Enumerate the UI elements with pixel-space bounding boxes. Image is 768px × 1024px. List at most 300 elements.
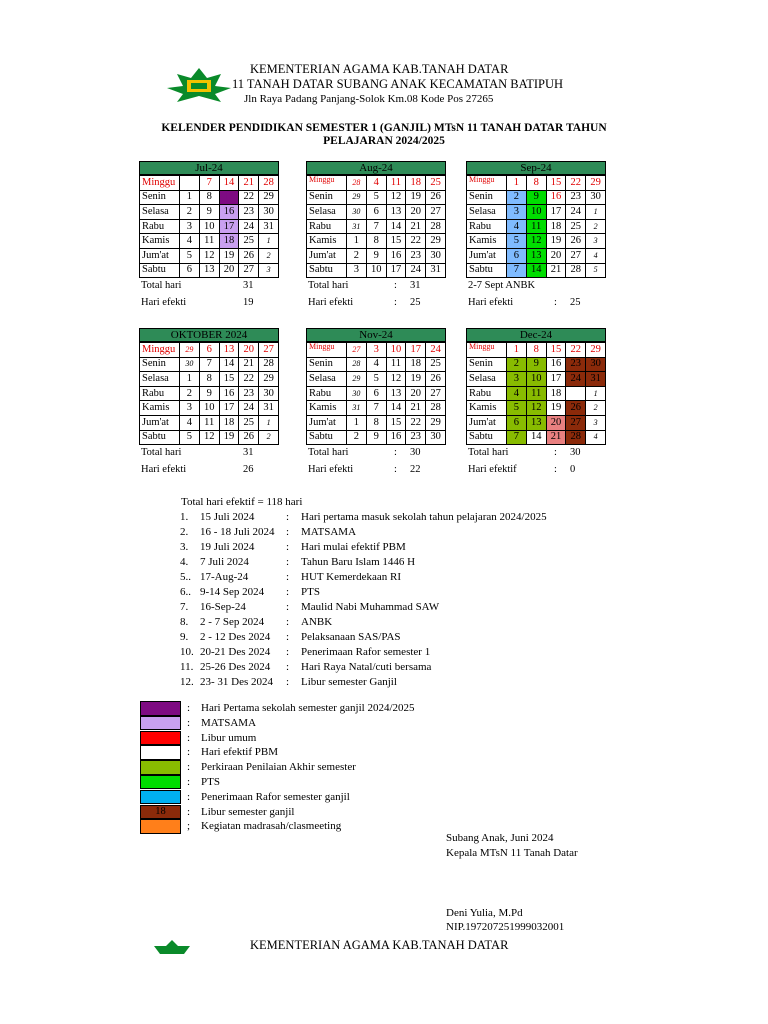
effective-days-value: 0 — [570, 464, 576, 476]
date-cell: 16 — [546, 190, 566, 205]
total-days-label: Total hari — [141, 280, 182, 292]
date-cell: 6 — [366, 205, 386, 220]
date-cell: 25 — [426, 176, 446, 191]
total-days-value: 30 — [570, 447, 581, 459]
date-cell: 26 — [426, 372, 446, 387]
event-date: 19 Juli 2024 — [200, 541, 255, 553]
legend-swatch — [140, 745, 181, 760]
week-row — [307, 248, 446, 263]
date-cell: 30 — [347, 386, 367, 401]
total-days-row — [139, 445, 279, 462]
legend-colon: ; — [187, 820, 191, 833]
month-header: Nov-24 — [306, 328, 446, 342]
date-cell: 17 — [546, 205, 566, 220]
week-row — [140, 219, 279, 234]
date-cell: 2 — [586, 219, 606, 234]
date-cell: 13 — [526, 415, 546, 430]
date-cell: 1 — [180, 372, 200, 387]
date-cell: 12 — [526, 401, 546, 416]
date-cell: 29 — [586, 343, 606, 358]
date-cell: 28 — [259, 176, 279, 191]
event-colon: : — [286, 541, 290, 553]
date-cell: 5 — [366, 190, 386, 205]
date-cell: 17 — [546, 372, 566, 387]
date-cell: 4 — [507, 219, 527, 234]
day-name-cell: Minggu — [467, 343, 507, 358]
date-cell: 28 — [347, 357, 367, 372]
date-cell: 17 — [386, 263, 406, 278]
legend-colon: : — [187, 702, 191, 714]
legend-swatch: 18 — [140, 805, 181, 820]
date-cell: 23 — [566, 357, 586, 372]
total-days-label: Total hari — [308, 447, 349, 459]
date-cell: 24 — [239, 219, 259, 234]
day-name-cell: Senin — [307, 357, 347, 372]
date-cell: 16 — [219, 386, 239, 401]
effective-days-row — [139, 462, 279, 479]
date-cell: 8 — [366, 415, 386, 430]
effective-days-colon: : — [394, 464, 397, 476]
week-row — [307, 263, 446, 278]
date-cell: 5 — [366, 372, 386, 387]
event-text: HUT Kemerdekaan RI — [301, 571, 401, 583]
date-cell: 7 — [366, 219, 386, 234]
date-cell: 12 — [199, 248, 219, 263]
week-row — [307, 386, 446, 401]
date-cell: 22 — [406, 415, 426, 430]
date-cell: 5 — [586, 263, 606, 278]
day-name-cell: Minggu — [140, 176, 180, 191]
total-days-label: Total hari — [308, 280, 349, 292]
day-name-cell: Rabu — [140, 386, 180, 401]
week-row — [140, 372, 279, 387]
date-cell: 30 — [180, 357, 200, 372]
total-days-row — [139, 278, 279, 295]
date-cell: 7 — [507, 263, 527, 278]
month-header: Jul-24 — [139, 161, 279, 175]
date-cell: 8 — [526, 176, 546, 191]
date-cell: 24 — [239, 401, 259, 416]
date-cell: 14 — [219, 176, 239, 191]
legend-item — [140, 716, 500, 731]
week-row — [140, 248, 279, 263]
date-cell: 12 — [386, 372, 406, 387]
date-cell: 3 — [507, 372, 527, 387]
date-cell: 17 — [406, 343, 426, 358]
effective-days-value: 19 — [243, 297, 254, 309]
legend-swatch — [140, 731, 181, 746]
date-cell: 4 — [180, 415, 200, 430]
event-item — [180, 630, 600, 645]
event-number: 11. — [180, 661, 194, 673]
date-cell: 16 — [386, 430, 406, 445]
date-cell: 31 — [426, 263, 446, 278]
date-cell: 11 — [526, 386, 546, 401]
event-item — [180, 525, 600, 540]
day-name-cell: Sabtu — [140, 430, 180, 445]
date-cell: 23 — [566, 190, 586, 205]
date-cell: 1 — [259, 415, 279, 430]
date-cell: 15 — [546, 343, 566, 358]
effective-days-label: Hari efektif — [468, 464, 517, 476]
event-date: 9-14 Sep 2024 — [200, 586, 265, 598]
date-cell — [566, 386, 586, 401]
week-row — [140, 401, 279, 416]
day-name-cell: Sabtu — [467, 263, 507, 278]
week-row — [307, 343, 446, 358]
month-calendar — [306, 161, 446, 312]
effective-days-label: Hari efekti — [141, 297, 187, 309]
event-number: 3. — [180, 541, 189, 553]
date-cell: 21 — [406, 219, 426, 234]
event-text: Hari mulai efektif PBM — [301, 541, 406, 553]
week-row — [140, 263, 279, 278]
date-cell: 30 — [426, 248, 446, 263]
date-cell: 18 — [546, 386, 566, 401]
week-row — [307, 357, 446, 372]
date-cell: 29 — [347, 190, 367, 205]
date-cell: 4 — [366, 176, 386, 191]
event-text: MATSAMA — [301, 526, 357, 538]
date-cell: 9 — [526, 357, 546, 372]
event-item — [180, 660, 600, 675]
event-colon: : — [286, 676, 290, 688]
total-days-row — [306, 278, 446, 295]
month-header: OKTOBER 2024 — [139, 328, 279, 342]
event-text: ANBK — [301, 616, 333, 628]
date-cell: 8 — [366, 234, 386, 249]
legend-item — [140, 745, 500, 760]
total-days-colon: : — [394, 447, 397, 459]
event-colon: : — [286, 571, 290, 583]
date-cell: 5 — [507, 401, 527, 416]
event-number: 5.. — [180, 571, 191, 583]
legend-text: Hari Pertama sekolah semester ganjil 2024/2025 — [201, 702, 415, 714]
date-cell: 1 — [347, 234, 367, 249]
date-cell: 29 — [180, 343, 200, 358]
effective-days-colon: : — [394, 297, 397, 309]
date-cell: 4 — [586, 430, 606, 445]
event-number: 8. — [180, 616, 189, 628]
date-cell: 24 — [426, 343, 446, 358]
event-colon: : — [286, 601, 290, 613]
header-line-1: KEMENTERIAN AGAMA KAB.TANAH DATAR — [250, 62, 509, 76]
day-name-cell: Jum'at — [307, 248, 347, 263]
date-cell: 2 — [180, 205, 200, 220]
month-calendar — [139, 328, 279, 479]
event-date: 25-26 Des 2024 — [200, 661, 271, 673]
total-days-label: 2-7 Sept ANBK — [468, 280, 536, 292]
day-name-cell: Sabtu — [140, 263, 180, 278]
date-cell: 23 — [406, 430, 426, 445]
date-cell: 6 — [180, 263, 200, 278]
date-cell: 1 — [347, 415, 367, 430]
date-cell: 2 — [347, 248, 367, 263]
week-row — [307, 401, 446, 416]
date-cell: 3 — [347, 263, 367, 278]
week-row — [467, 205, 606, 220]
total-days-value: 31 — [410, 280, 421, 292]
event-item — [180, 675, 600, 690]
date-cell: 21 — [239, 357, 259, 372]
day-name-cell: Senin — [140, 190, 180, 205]
date-cell: 1 — [586, 386, 606, 401]
day-name-cell: Minggu — [140, 343, 180, 358]
total-days-row — [466, 278, 606, 295]
effective-days-label: Hari efekti — [141, 464, 187, 476]
week-row — [467, 430, 606, 445]
month-table — [466, 342, 606, 445]
date-cell: 24 — [406, 263, 426, 278]
date-cell: 25 — [426, 357, 446, 372]
date-cell: 27 — [426, 386, 446, 401]
week-row — [307, 205, 446, 220]
event-list — [180, 510, 600, 690]
day-name-cell: Selasa — [307, 372, 347, 387]
week-row — [467, 401, 606, 416]
day-name-cell: Minggu — [307, 176, 347, 191]
date-cell: 19 — [406, 372, 426, 387]
total-days-value: 31 — [243, 447, 254, 459]
date-cell: 19 — [219, 430, 239, 445]
date-cell: 10 — [199, 401, 219, 416]
date-cell: 14 — [386, 401, 406, 416]
date-cell: 14 — [526, 263, 546, 278]
date-cell: 30 — [586, 190, 606, 205]
day-name-cell: Minggu — [307, 343, 347, 358]
legend-swatch — [140, 819, 181, 834]
date-cell: 4 — [586, 248, 606, 263]
event-date: 16-Sep-24 — [200, 601, 246, 613]
event-text: Libur semester Ganjil — [301, 676, 397, 688]
page-title: KELENDER PENDIDIKAN SEMESTER 1 (GANJIL) MTsN 11 TANAH DATAR TAHUN PELAJARAN 2024/2025 — [161, 122, 607, 147]
week-row — [307, 219, 446, 234]
date-cell: 31 — [259, 401, 279, 416]
date-cell: 19 — [546, 234, 566, 249]
day-name-cell: Sabtu — [467, 430, 507, 445]
date-cell: 5 — [180, 430, 200, 445]
day-name-cell: Kamis — [140, 234, 180, 249]
date-cell: 1 — [586, 205, 606, 220]
date-cell: 21 — [546, 263, 566, 278]
event-number: 2. — [180, 526, 189, 538]
date-cell: 6 — [199, 343, 219, 358]
date-cell: 19 — [219, 248, 239, 263]
event-number: 12. — [180, 676, 194, 688]
date-cell: 7 — [507, 430, 527, 445]
date-cell: 2 — [259, 248, 279, 263]
total-days-colon: : — [554, 447, 557, 459]
date-cell: 15 — [219, 190, 239, 205]
date-cell: 6 — [366, 386, 386, 401]
effective-days-row — [466, 462, 606, 479]
month-header: Sep-24 — [466, 161, 606, 175]
event-item — [180, 615, 600, 630]
date-cell: 3 — [366, 343, 386, 358]
legend-swatch — [140, 716, 181, 731]
week-row — [467, 415, 606, 430]
date-cell: 27 — [426, 205, 446, 220]
week-row — [467, 357, 606, 372]
date-cell: 4 — [366, 357, 386, 372]
total-days-value: 31 — [243, 280, 254, 292]
date-cell: 8 — [526, 343, 546, 358]
day-name-cell: Selasa — [140, 372, 180, 387]
date-cell: 23 — [239, 386, 259, 401]
legend-text: Kegiatan madrasah/clasmeeting — [201, 820, 342, 833]
date-cell: 3 — [586, 415, 606, 430]
date-cell: 30 — [586, 357, 606, 372]
date-cell: 21 — [239, 176, 259, 191]
effective-days-row — [466, 295, 606, 312]
date-cell: 31 — [586, 372, 606, 387]
date-cell: 3 — [180, 219, 200, 234]
date-cell: 2 — [507, 357, 527, 372]
date-cell: 12 — [526, 234, 546, 249]
event-text: Penerimaan Rafor semester 1 — [301, 646, 431, 658]
date-cell: 1 — [259, 234, 279, 249]
signature-place: Subang Anak, Juni 2024 — [446, 832, 554, 844]
event-number: 7. — [180, 601, 189, 613]
effective-days-value: 22 — [410, 464, 421, 476]
effective-days-row — [306, 295, 446, 312]
effective-days-value: 25 — [570, 297, 581, 309]
date-cell: 16 — [546, 357, 566, 372]
day-name-cell: Kamis — [307, 401, 347, 416]
event-colon: : — [286, 586, 290, 598]
date-cell: 30 — [259, 205, 279, 220]
date-cell: 11 — [199, 415, 219, 430]
total-days-colon: : — [394, 280, 397, 292]
day-name-cell: Kamis — [307, 234, 347, 249]
legend-item — [140, 701, 500, 716]
week-row — [467, 343, 606, 358]
date-cell: 7 — [199, 357, 219, 372]
event-colon: : — [286, 661, 290, 673]
date-cell: 29 — [586, 176, 606, 191]
event-item — [180, 555, 600, 570]
legend-swatch — [140, 701, 181, 716]
date-cell: 11 — [526, 219, 546, 234]
event-item — [180, 540, 600, 555]
day-name-cell: Jum'at — [140, 248, 180, 263]
week-row — [140, 205, 279, 220]
date-cell: 6 — [507, 415, 527, 430]
legend-text: Hari efektif PBM — [201, 746, 278, 759]
date-cell: 16 — [386, 248, 406, 263]
week-row — [467, 234, 606, 249]
date-cell: 26 — [239, 430, 259, 445]
week-row — [467, 248, 606, 263]
week-row — [467, 386, 606, 401]
date-cell: 30 — [347, 205, 367, 220]
total-days-value: 30 — [410, 447, 421, 459]
date-cell: 20 — [239, 343, 259, 358]
date-cell: 22 — [239, 372, 259, 387]
month-table — [466, 175, 606, 278]
date-cell: 9 — [366, 430, 386, 445]
legend-text: Libur semester ganjil — [201, 805, 295, 818]
date-cell: 23 — [406, 248, 426, 263]
legend-colon: : — [187, 805, 191, 818]
event-date: 2 - 12 Des 2024 — [200, 631, 271, 643]
week-row — [140, 386, 279, 401]
date-cell: 15 — [386, 234, 406, 249]
signature-name: Deni Yulia, M.Pd — [446, 907, 523, 919]
legend-item — [140, 805, 500, 820]
date-cell: 15 — [219, 372, 239, 387]
legend-text: PTS — [201, 775, 220, 788]
date-cell: 12 — [199, 430, 219, 445]
week-row — [467, 263, 606, 278]
legend-colon: : — [187, 716, 191, 729]
date-cell: 20 — [546, 415, 566, 430]
week-row — [140, 357, 279, 372]
week-row — [307, 176, 446, 191]
event-item — [180, 570, 600, 585]
footer-header-line: KEMENTERIAN AGAMA KAB.TANAH DATAR — [250, 938, 509, 952]
day-name-cell: Senin — [467, 190, 507, 205]
date-cell: 18 — [219, 234, 239, 249]
date-cell: 22 — [239, 190, 259, 205]
event-colon: : — [286, 646, 290, 658]
date-cell: 10 — [526, 205, 546, 220]
date-cell: 27 — [566, 248, 586, 263]
week-row — [307, 430, 446, 445]
date-cell: 31 — [347, 401, 367, 416]
date-cell: 26 — [426, 190, 446, 205]
legend-text: Perkiraan Penilaian Akhir semester — [201, 761, 356, 774]
date-cell: 25 — [239, 415, 259, 430]
effective-days-row — [139, 295, 279, 312]
day-name-cell: Jum'at — [467, 248, 507, 263]
date-cell: 10 — [199, 219, 219, 234]
week-row — [140, 415, 279, 430]
effective-days-row — [306, 462, 446, 479]
week-row — [307, 415, 446, 430]
legend-text: Libur umum — [201, 731, 257, 744]
date-cell: 29 — [426, 234, 446, 249]
event-text: Hari Raya Natal/cuti bersama — [301, 661, 432, 673]
legend-swatch — [140, 790, 181, 805]
event-text: Maulid Nabi Muhammad SAW — [301, 601, 440, 613]
event-number: 9. — [180, 631, 189, 643]
date-cell: 22 — [566, 176, 586, 191]
date-cell: 2 — [347, 430, 367, 445]
month-header: Dec-24 — [466, 328, 606, 342]
month-header: Aug-24 — [306, 161, 446, 175]
legend-item — [140, 775, 500, 790]
total-days-label: Total hari — [468, 447, 509, 459]
date-cell: 30 — [259, 386, 279, 401]
date-cell: 3 — [507, 205, 527, 220]
kemenag-logo-icon — [150, 940, 194, 954]
event-colon: : — [286, 511, 290, 523]
date-cell: 28 — [426, 219, 446, 234]
date-cell: 31 — [259, 219, 279, 234]
effective-days-value: 26 — [243, 464, 254, 476]
kemenag-logo-icon — [163, 66, 235, 104]
date-cell: 27 — [259, 343, 279, 358]
date-cell: 10 — [526, 372, 546, 387]
event-colon: : — [286, 631, 290, 643]
date-cell: 24 — [566, 372, 586, 387]
date-cell: 7 — [199, 176, 219, 191]
effective-days-label: Hari efekti — [308, 464, 354, 476]
week-row — [467, 372, 606, 387]
date-cell: 6 — [507, 248, 527, 263]
day-name-cell: Rabu — [140, 219, 180, 234]
